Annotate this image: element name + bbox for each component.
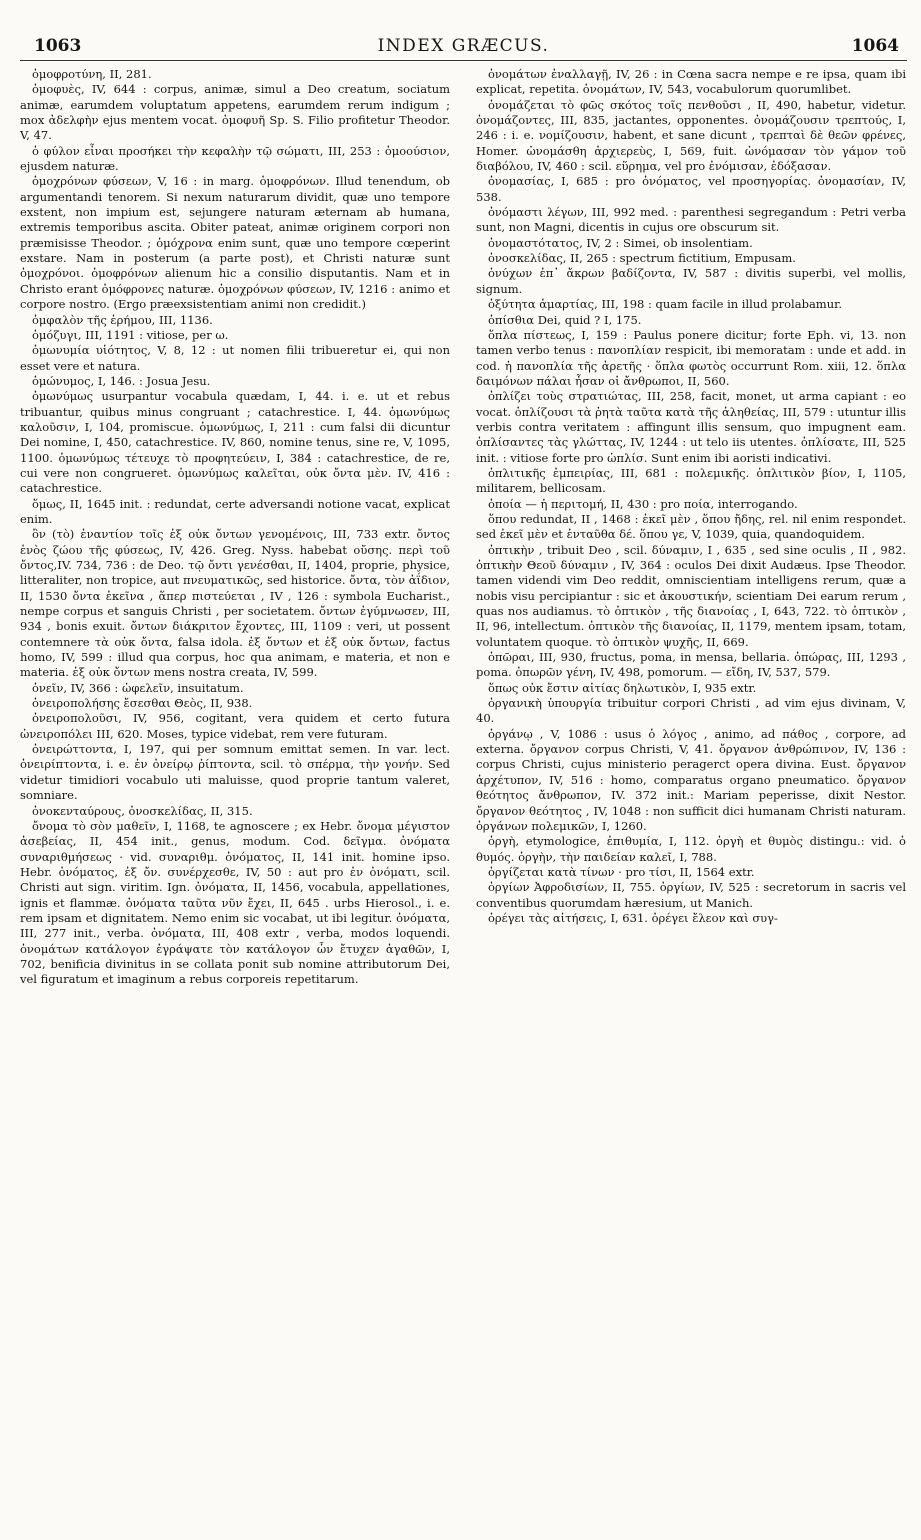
index-entry: ὀνοκενταύρους, ὀνοσκελίδας, II, 315.: [32, 803, 253, 818]
index-entry: ὁμοχρόνων φύσεων, V, 16 : in marg. ὁμοφρόνων. Illud tenendum, ob argumentandi tenorem. Si nexum naturarum dividit, quæ uno tempore exstent, non impium est, sejungere naturam æternam ab humana, extremis temporibus ascita. Obiter pateat, animæ originem corpori non præmisisse Theodor. ; ὁμόχρονα enim sunt, quæ uno tempore cœperint exstare. Nam in posterum (a parte post), et Christi naturæ sunt ὁμοχρόνοι. ὁμοφρόνων alienum hic a consilio disputantis. Nam et in Christo erant ὁμόφρονες naturæ. ὁμοχρόνων φύσεων, IV, 1216 : animo et corpore nostro. (Ergo præexsistentiam animi non credidit.): [20, 174, 450, 312]
index-entry: ὁμωνυμία υἱότητος, V, 8, 12 : ut nomen filii tribueretur ei, qui non esset vere et natura.: [20, 343, 450, 373]
index-entry: ὁμώνυμος, I, 146. : Josua Jesu.: [32, 373, 211, 388]
index-entry: ὀρέγει τὰς αἰτήσεις, I, 631. ὀρέγει ἔλεον καὶ συγ-: [488, 910, 778, 925]
index-entry: ὀνειροπολήσης ἔσεσθαι Θεὸς, II, 938.: [32, 696, 253, 711]
index-entry: ὀξύτητα ἁμαρτίας, III, 198 : quam facile in illud prolabamur.: [488, 297, 843, 312]
index-entry: ὀργὴ, etymologice, ἐπιθυμία, I, 112. ὀργὴ et θυμὸς distingu.: vid. ὁ θυμός. ὀργὴν, τὴν παιδείαν καλεῖ, I, 788.: [476, 834, 906, 864]
index-entry: ὁποία — ἡ περιτομή, II, 430 : pro ποία, interrogando.: [488, 496, 798, 511]
page-number-left: 1063: [34, 36, 82, 56]
index-entry: ὀνόμαστι λέγων, III, 992 med. : parenthesi segregandum : Petri verba sunt, non Magni, dicentis in cujus ore obscurum sit.: [476, 205, 906, 235]
index-entry: ὅπως οὐκ ἔστιν αἰτίας δηλωτικὸν, I, 935 extr.: [488, 680, 757, 695]
index-entry: ὀμφαλὸν τῆς ἐρήμου, III, 1136.: [32, 312, 213, 327]
index-entry: ὅπου redundat, II , 1468 : ἐκεῖ μὲν , ὅπου ἤδης, rel. nil enim respondet. sed ἐκεῖ μὲν et ἐνταῦθα δέ. ὅπου γε, V, 1039, quia, quandoquidem.: [476, 511, 906, 542]
index-entry: ὀργίζεται κατὰ τίνων · pro τίσι, II, 1564 extr.: [488, 864, 755, 879]
index-entry: ὀπίσθια Dei, quid ? I, 175.: [488, 312, 642, 327]
index-entry: ὀπῶραι, III, 930, fructus, poma, in mensa, bellaria. ὀπώρας, III, 1293 , poma. ὀπωρῶν γένη, IV, 498, pomorum. — εἴδη, IV, 537, 579.: [476, 650, 906, 680]
page-number-right: 1064: [851, 36, 899, 56]
index-entry: ὁπλιτικῆς ἐμπειρίας, III, 681 : πολεμικῆς. ὁπλιτικὸν βίον, I, 1105, militarem, bellicosam.: [476, 465, 906, 496]
index-entry: ὅμως, II, 1645 init. : redundat, certe adversandi notione vacat, explicat enim.: [20, 496, 450, 526]
index-entry: ὅπλα πίστεως, I, 159 : Paulus ponere dicitur; forte Eph. vi, 13. non tamen verbo tenus : πανοπλίαν respicit, ibi memoratam : unde et add. in cod. ἡ πανοπλία τῆς ἀρετῆς · ὅπλα φωτὸς occurrunt Rom. xiii, 12. ὅπλα δαιμόνων πάλαι ἦσαν οἱ ἄνθρωποι, II, 560.: [476, 327, 906, 388]
index-entry: ὀργάνῳ , V, 1086 : usus ὁ λόγος , animo, ad πάθος , corpore, ad externa. ὄργανον corpus Christi, V, 41. ὄργανον ἀνθρώπινον, IV, 136 : corpus Christi, cujus ministerio peragerct opera divina. Eust. ὄργανον ἀρχέτυπον, IV, 516 : homo, comparatus organo pneumatico. ὄργανον θεότητος ἄνθρωπον, IV. 372 init.: Mariam peperisse, dixit Nestor. ὄργανον θεότητος , IV, 1048 : non sufficit dici humanam Christi naturam. ὀργάνων πολεμικῶν, I, 1260.: [476, 726, 906, 833]
page-header: [20, 34, 907, 61]
left-column: [20, 67, 450, 988]
index-entry: ὀπτικὴν , tribuit Deo , scil. δύναμιν, I , 635 , sed sine oculis , II , 982. ὀπτικὴν Θεοῦ δύναμιν , IV, 364 : oculos Dei dixit Audæus. Ipse Theodor. tamen videndi vim Deo reddit, omniscientiam intelligens rerum, quæ a nobis visu percipiantur : sic et ἀκουστικήν, scientiam Dei earum rerum , quas nos audiamus. τὸ ὀπτικὸν , τῆς διανοίας , I, 643, 722. τὸ ὀπτικὸν , II, 96, intellectum. ὀπτικὸν τῆς διανοίας, II, 1179, mentem ipsam, totam, voluntatem quoque. τὸ ὀπτικὸν ψυχῆς, II, 669.: [476, 542, 906, 649]
index-entry: ὁπλίζει τοὺς στρατιώτας, III, 258, facit, monet, ut arma capiant : eo vocat. ὁπλίζουσι τὰ ῥητὰ ταῦτα κατὰ τῆς ἀληθείας, III, 579 : utuntur illis verbis contra veritatem : affingunt illis sensum, quo impugnent eam. ὁπλίσαντες τὰς γλώττας, IV, 1244 : ut telo iis utentes. ὁπλίσατε, III, 525 init. : vitiose forte pro ὡπλίσ. Sunt enim ibi aoristi indicativi.: [476, 389, 906, 465]
index-entry: ὁμόζυγι, III, 1191 : vitiose, per ω.: [32, 327, 229, 342]
index-entry: ὀνεῖν, IV, 366 : ὠφελεῖν, insuitatum.: [32, 680, 244, 695]
index-entry: ὀνομάζεται τὸ φῶς σκότος τοῖς πενθοῦσι , II, 490, habetur, videtur. ὀνομάζοντες, III, 835, jactantes, opponentes. ὀνομάζουσιν τρεπτούς, I, 246 : i. e. νομίζουσιν, habent, et sane dicunt , τρεπταὶ δὲ θεῶν φρένες, Homer. ὠνομάσθη ἀρχιερεὺς, I, 569, fuit. ὠνόμασαν τὸν γάμον τοῦ διαβόλου, IV, 460 : scil. εὕρημα, vel pro ἐνόμισαν, ἐδόξασαν.: [476, 97, 906, 174]
index-entry: ὁμοφυὲς, IV, 644 : corpus, animæ, simul a Deo creatum, sociatum animæ, earumdem voluptatum appetens, earumdem rerum indigum ; mox ἀδελφὴν ejus mentem vocat. ὁμοφυῆ Sp. S. Filio profitetur Theodor. V, 47.: [20, 82, 450, 143]
index-entry: ὀργίων Ἀφροδισίων, II, 755. ὀργίων, IV, 525 : secretorum in sacris vel conventibus quorumdam hæresium, ut Manich.: [476, 880, 906, 910]
running-title: INDEX GRÆCUS.: [377, 36, 550, 56]
index-entry: ὁ φύλον εἶναι προσήκει τὴν κεφαλὴν τῷ σώματι, III, 253 : ὁμοούσιον, ejusdem naturæ.: [20, 143, 450, 174]
index-entry: ὀνειροπολοῦσι, IV, 956, cogitant, vera quidem et certo futura ὠνειροπόλει III, 620. Moses, typice videbat, rem vere futuram.: [20, 711, 450, 741]
index-entry: ὀργανικὴ ὑπουργία tribuitur corpori Christi , ad vim ejus divinam, V, 40.: [476, 696, 906, 726]
index-entry: ὀνοσκελίδας, II, 265 : spectrum fictitium, Empusam.: [488, 251, 796, 266]
index-entry: ὄνομα τὸ σὸν μαθεῖν, I, 1168, te agnoscere ; ex Hebr. ὄνομα μέγιστον ἀσεβείας, II, 454 init., genus, modum. Cod. δεῖγμα. ὀνόματα συναριθμήσεως · vid. συναριθμ. ὀνόματος, II, 141 init. homine ipso. Hebr. ὀνόματος, ἐξ ὄν. συνέρχεσθε, IV, 50 : aut pro ἐν ὀνόματι, scil. Christi aut sign. viritim. Ign. ὀνόματα, II, 1456, vocabula, appellationes, ignis et flammæ. ὀνόματα ταῦτα νῦν ἔχει, II, 645 . urbs Hierosol., i. e. rem ipsam et dignitatem. Nemo enim sic vocabat, ut ibi legitur. ὀνόματα, III, 277 init., verba. ὀνόματα, III, 408 extr , verba, modos loquendi. ὀνομάτων κατάλογον ἐγράψατε τὸν κατάλογον ὧν ἔτυχεν ἀγαθῶν, I, 702, benificia divinitus in se collata ponit sub nomine attributorum Dei, vel figuratum et imaginum a rebus corporeis repetitarum.: [20, 818, 450, 987]
index-entry: ὁμωνύμως usurpantur vocabula quædam, I, 44. i. e. ut et rebus tribuantur, quibus minus congruant ; catachrestice. I, 44. ὁμωνύμως καλοῦσιν, I, 104, promiscue. ὁμωνύμως, I, 211 : cum falsi dii dicuntur Dei nomine, I, 450, catachrestice. IV, 860, nomine tenus, sine re, V, 1095, 1100. ὁμωνύμως τέτευχε τὸ προφητεύειν, I, 384 : catachrestice, de re, cui vere non congrueret. ὁμωνύμως καλεῖται, οὐκ ὄντα μὲν. IV, 416 : catachrestice.: [20, 389, 450, 496]
index-entry: ὀνύχων ἐπ᾽ ἄκρων βαδίζοντα, IV, 587 : divitis superbi, vel mollis, signum.: [476, 266, 906, 296]
text-columns: [20, 67, 907, 988]
right-column: [476, 67, 906, 988]
index-entry: ὀνομασίας, I, 685 : pro ὀνόματος, vel προσηγορίας. ὀνομασίαν, IV, 538.: [476, 174, 906, 204]
index-entry: ὀνομαστότατος, IV, 2 : Simei, ob insolentiam.: [488, 235, 753, 250]
index-entry: ὀνομάτων ἐναλλαγῇ, IV, 26 : in Cœna sacra nempe e re ipsa, quam ibi explicat, repetita. ὀνομάτων, IV, 543, vocabulorum quorumlibet.: [476, 67, 906, 97]
index-entry: ὂν (τὸ) ἐναντίον τοῖς ἐξ οὐκ ὄντων γενομένοις, III, 733 extr. ὄντος ἑνὸς ζώου τῆς φύσεως, IV, 426. Greg. Nyss. habebat οὔσης. περὶ τοῦ ὄντος,IV. 734, 736 : de Deo. τῷ ὄντι γενέσθαι, II, 1404, proprie, physice, litteraliter, non tropice, aut πνευματικῶς, sed historice. ὄντα, τὸν ἀΐδιον, II, 1530 ὄντα ἐκεῖνα , ἅπερ πιστεύεται , IV , 126 : symbola Eucharist., nempe corpus et sanguis Christi , per societatem. ὄντων ἐγύμνωσεν, III, 934 , bonis exuit. ὄντων διάκριτον ἔχοντες, III, 1109 : veri, ut possent contemnere τὰ οὐκ ὄντα, falsa idola. ἐξ ὄντων et ἐξ οὐκ ὄντων, factus homo, IV, 599 : illud qua corpus, hoc qua animam, e materia, et non e materia. ἐξ οὐκ ὄντων mens nostra creata, IV, 599.: [20, 527, 450, 680]
index-entry: ὀνειρώττοντα, I, 197, qui per somnum emittat semen. In var. lect. ὀνειρίπτοντα, i. e. ἐν ὀνείρῳ ῥίπτοντα, scil. τὸ σπέρμα, τὴν γονήν. Sed videtur timidiori vocabulo uti maluisse, quod proprie tantum valeret, somniare.: [20, 742, 450, 803]
index-entry: ὁμοφροτύνη, II, 281.: [32, 67, 152, 81]
